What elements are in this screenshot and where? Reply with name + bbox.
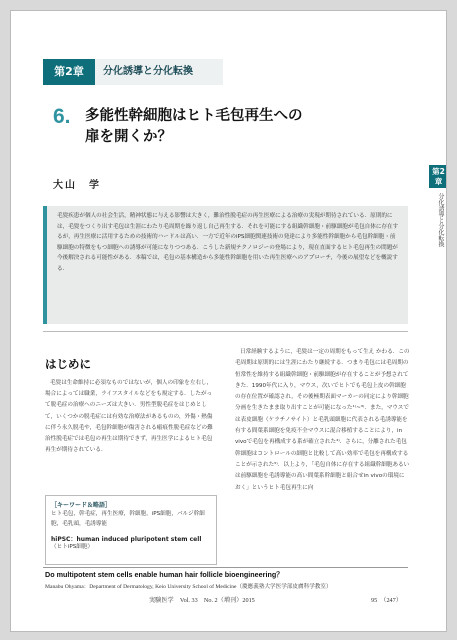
journal-page (10, 10, 447, 632)
chapter-header (43, 59, 223, 85)
english-author-affiliation: Manabu Ohyama：Department of Dermatology, Keio University School of Medicine（慶應義塾大学医学部皮膚科学教室） (45, 584, 332, 590)
chapter-number: 第2章 (43, 59, 95, 85)
english-title: Do multipotent stem cells enable human hair follicle bioengineering？ (45, 570, 284, 579)
journal-citation: 実験医学 Vol. 33 No. 2（増刊）2015 (149, 597, 255, 604)
intro-paragraph: 毛髪は生命維持に必須なものではないが，個人の印象を左右し，場合によっては職業，ライフスタイルなどをも規定する．したがって脱毛症の治療へのニーズは大きい．男性型脱毛症をはじめとして，いくつかの脱毛症には有効な治療法があるものの，外傷・熱傷に伴う永久脱毛や，毛包幹細胞が傷害される瘢痕性脱毛症などの難治性脱毛症では毛包の再生は期待できず，再生医学によるヒト毛包再生が期待されている． (45, 380, 213, 454)
article-title-line-1: 多能性幹細胞はヒト毛包再生への (85, 108, 303, 124)
abstract-text: 毛髪疾患が個人の社会生活，精神状態に与える影響は大きく，難治性脱毛症の再生医療による治療の実現が期待されている．原則的には，毛髪をつくり出す毛包は生涯にわたり毛周期を繰り返し自己再生する．それを可能にする組織幹細胞・前駆細胞が毛包自体に存在するが，再生医療に活用するための技術的ハードルは高い．一方で近年のiPS細胞関連技術の発達により多能性幹細胞から毛包幹細胞・前駆細胞の特徴をもつ細胞への誘導が可能になりつつある．こうした新規テクノロジーの登場により，現在直面するヒト毛包再生の問題が今後解決される可能性がある．本稿では，毛包の基本構造から多能性幹細胞を用いた再生医療へのアプローチ，今後の展望などを概説する． (57, 213, 399, 272)
abbreviation-description: （ヒトiPS細胞） (51, 544, 94, 550)
chapter-name: 分化誘導と分化転換 (103, 66, 193, 77)
right-column-paragraph: 日常経験するように，毛髪は一定の周期をもって生え かわる．この毛周期は原則的には生涯にわたり継続する．つまり毛包には毛周期の恒常性を維持する組織幹細胞・前駆細胞が存在することが予想されてきた．1990年代に入り，マウス，次いでヒトでも毛包上皮の幹細胞の存在位置が確認され，その後極期表面マーカーの同定により幹細胞分画を生きたまま取り出すことが可能になった¹⁾~³⁾．また，マウスでは表皮細胞（ケラチノサイト）と毛乳頭細胞に代表される毛誘導能を有する間葉系細胞を免疫不全マウスに混合移植することにより，in vivoで毛包を再構成する系が確立された⁴⁾．さらに，分離された毛包幹細胞はコントロールの細胞と比較して高い効率で毛包を再構成することが示された⁵⁾．以上より，「毛包自体に存在する組織幹細胞あるいは前駆細胞を毛誘導能の高い間葉系幹細胞と組合せin vivoの環境におく」というヒト毛包再生に向 (235, 349, 410, 491)
keywords-heading: ［キーワード＆略語］ (51, 502, 112, 509)
article-title (85, 106, 365, 148)
article-number: 6. (53, 105, 71, 128)
footer-divider (43, 567, 408, 568)
keywords-box (45, 495, 217, 565)
abbreviation-term: hiPSC：human induced pluripotent stem cell (51, 536, 202, 543)
page-number: 95 （247） (371, 597, 402, 604)
article-title-line-2: 扉を開くか？ (85, 129, 172, 145)
chapter-side-text: 分化誘導と分化転換 (437, 193, 444, 247)
abstract-box (43, 206, 408, 324)
intro-heading: はじめに (45, 357, 91, 371)
right-column (235, 347, 410, 494)
article-author: 大山 学 (53, 180, 101, 191)
left-column (45, 356, 217, 456)
section-divider (43, 331, 408, 332)
keywords-list: ヒト毛包，幹毛症，再生医療，幹細胞，iPS細胞，バルジ幹細胞，毛乳頭，毛誘導能 (51, 511, 205, 527)
chapter-side-tab: 第2章 (429, 165, 447, 188)
